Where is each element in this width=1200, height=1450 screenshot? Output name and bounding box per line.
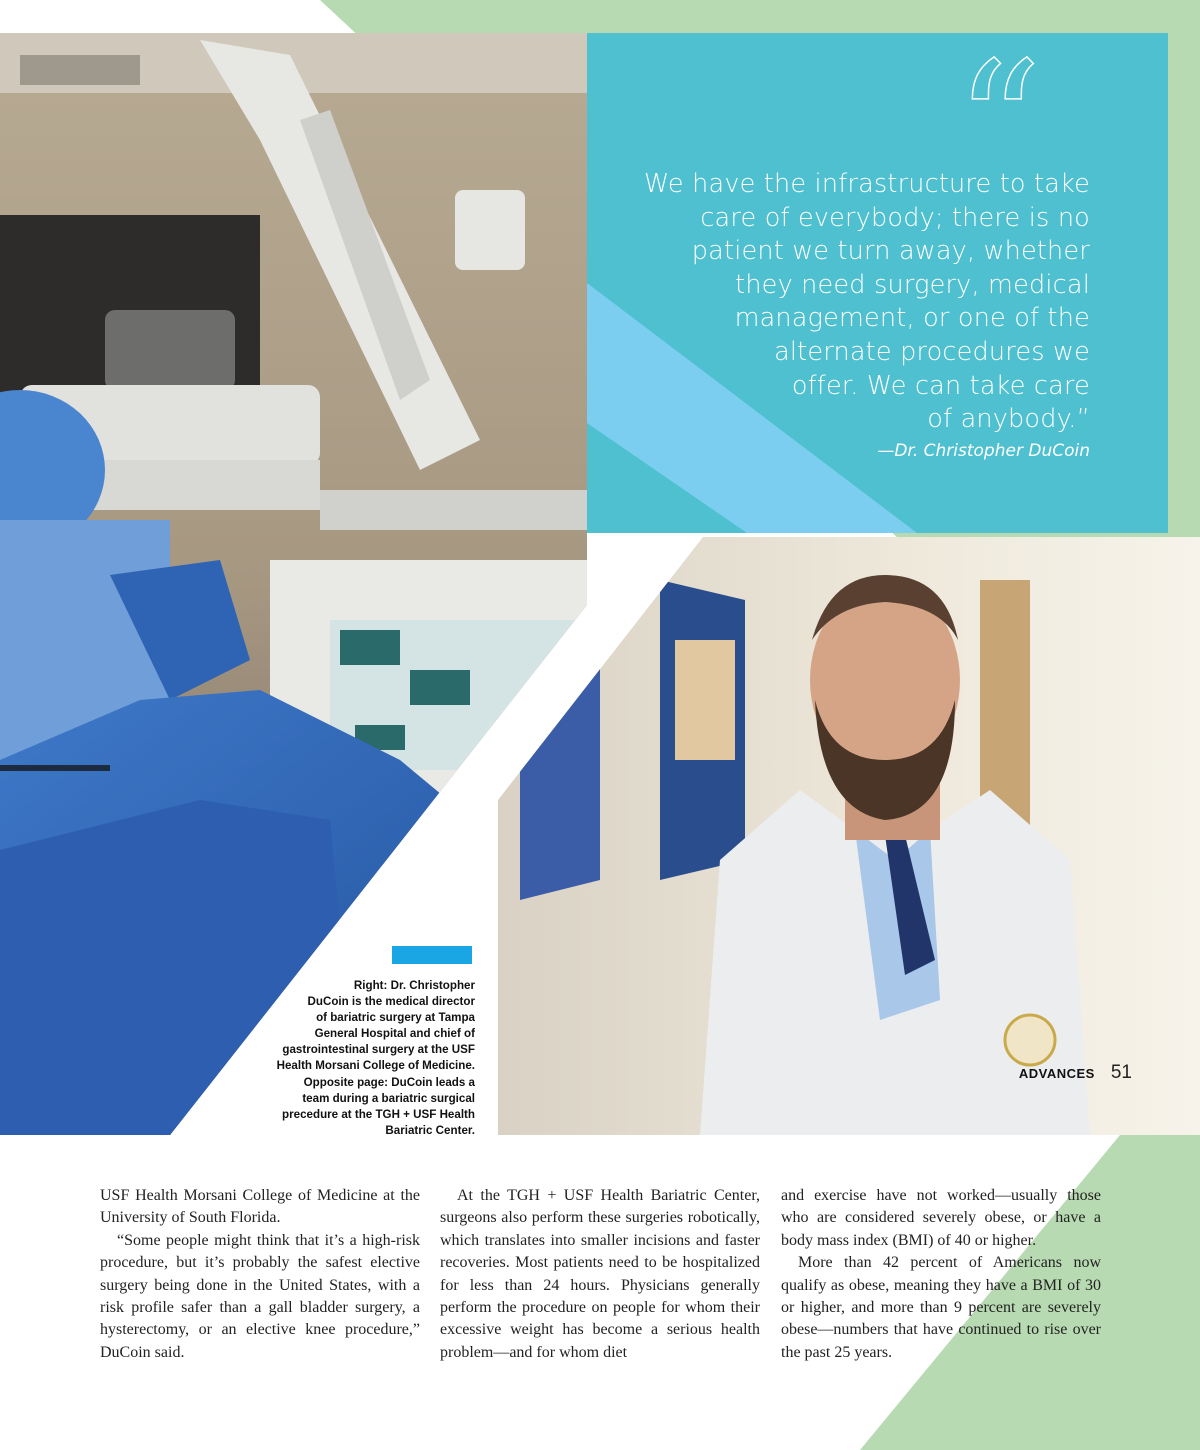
caption-line: Health Morsani College of Medicine.: [276, 1059, 475, 1073]
body-paragraph: At the TGH + USF Health Bariatric Center, surgeons also perform these surgeries robotically, which translates into smaller incisions and faster recoveries. Most patients need to be hospitalized for less than 24 hours. Physicians generally perform the procedure on people for whom their excessive weight has become a serious health problem—and for whom diet: [440, 1187, 760, 1361]
page-footer: [1019, 1062, 1132, 1084]
body-paragraph: and exercise have not worked—usually those who are considered severely obese, or have a body mass index (BMI) of 40 or higher.: [781, 1187, 1101, 1249]
pull-quote-line: of anybody.”: [927, 404, 1090, 435]
pull-quote-line: management, or one of the: [734, 303, 1090, 334]
body-column-1: [100, 1185, 420, 1364]
body-paragraph: More than 42 percent of Americans now qualify as obese, meaning they have a BMI of 30 or higher, and more than 9 percent are severely obese—numbers that have continued to rise over the past 25 years.: [781, 1254, 1101, 1361]
body-column-2: [440, 1185, 760, 1364]
open-quotation-marks-icon: “: [955, 26, 1042, 224]
caption-line: gastrointestinal surgery at the USF: [282, 1043, 475, 1057]
page-number: 51: [1110, 1062, 1132, 1083]
pull-quote-line: patient we turn away, whether: [691, 236, 1090, 267]
pull-quote-line: care of everybody; there is no: [700, 202, 1090, 233]
publication-name: ADVANCES: [1018, 1065, 1095, 1081]
pull-quote-line: alternate procedures we: [774, 336, 1090, 367]
caption-line: Opposite page: DuCoin leads a: [303, 1075, 475, 1089]
caption-accent-bar: [392, 946, 472, 964]
caption-line: Bariatric Center.: [385, 1123, 475, 1137]
caption-line: precedure at the TGH + USF Health: [282, 1107, 475, 1121]
body-paragraph: “Some people might think that it’s a high-risk procedure, but it’s probably the safest elective surgery being done in the United States, with a risk profile safer than a gall bladder surgery, a hysterectomy, or an elective knee procedure,” DuCoin said.: [100, 1231, 420, 1361]
pull-quote-attribution: —Dr. Christopher DuCoin: [877, 441, 1090, 461]
body-paragraph: USF Health Morsani College of Medicine at the University of South Florida.: [100, 1187, 420, 1227]
caption-line: Right: Dr. Christopher: [353, 979, 475, 992]
body-column-3: [781, 1185, 1101, 1364]
photo-caption: [240, 978, 475, 1139]
caption-line: DuCoin is the medical director: [307, 995, 475, 1009]
pull-quote-line: they need surgery, medical: [735, 269, 1090, 300]
pull-quote-line: We have the infrastructure to take: [644, 169, 1090, 199]
caption-line: team during a bariatric surgical: [302, 1091, 475, 1105]
caption-line: of bariatric surgery at Tampa: [316, 1011, 475, 1025]
caption-line: General Hospital and chief of: [314, 1027, 475, 1041]
pull-quote-line: offer. We can take care: [791, 370, 1090, 401]
